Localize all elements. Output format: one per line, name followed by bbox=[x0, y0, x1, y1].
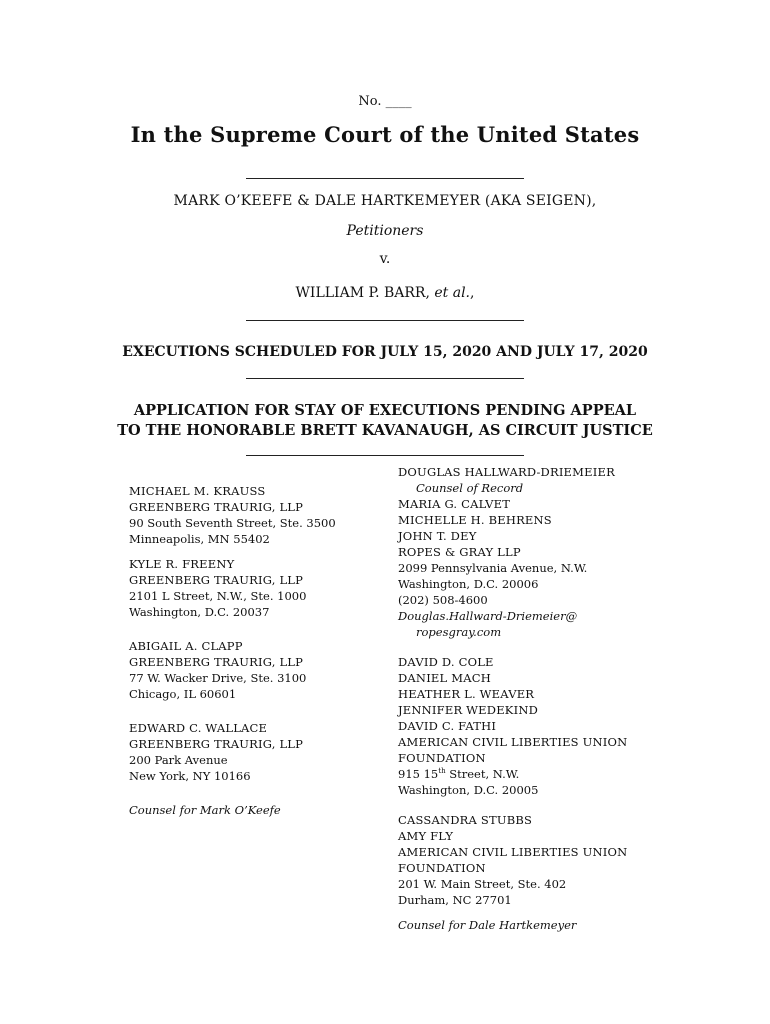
address-line: 200 Park Avenue bbox=[129, 753, 228, 767]
address-line: Washington, D.C. 20005 bbox=[398, 783, 539, 797]
attorney-name: JENNIFER WEDEKIND bbox=[398, 703, 539, 717]
counsel-block bbox=[398, 654, 698, 798]
address-line: 2101 L Street, N.W., Ste. 1000 bbox=[129, 589, 307, 603]
email-line: ropesgray.com bbox=[416, 625, 502, 639]
divider-rule bbox=[246, 320, 524, 321]
firm-name: GREENBERG TRAURIG, LLP bbox=[129, 500, 304, 514]
attorney-name: DAVID C. FATHI bbox=[398, 719, 497, 733]
counsel-block bbox=[129, 556, 369, 620]
address-superscript: th bbox=[438, 767, 446, 776]
divider-rule bbox=[246, 178, 524, 179]
attorney-name: MICHELLE H. BEHRENS bbox=[398, 513, 552, 527]
divider-rule bbox=[246, 378, 524, 379]
divider-rule bbox=[246, 455, 524, 456]
application-line-2: TO THE HONORABLE BRETT KAVANAUGH, AS CIRCUIT JUSTICE bbox=[117, 422, 653, 439]
address-line: Washington, D.C. 20037 bbox=[129, 605, 270, 619]
docket-number: No. ____ bbox=[358, 94, 412, 109]
organization-name: AMERICAN CIVIL LIBERTIES UNION FOUNDATION bbox=[398, 845, 628, 875]
application-line-1: APPLICATION FOR STAY OF EXECUTIONS PENDING APPEAL bbox=[133, 402, 637, 419]
lead-attorney-name: DOUGLAS HALLWARD-DRIEMEIER bbox=[398, 465, 615, 479]
left-counsel-column bbox=[129, 483, 369, 818]
attorney-name: MICHAEL M. KRAUSS bbox=[129, 484, 266, 498]
counsel-block bbox=[129, 638, 369, 702]
counsel-for-hartkemeyer: Counsel for Dale Hartkemeyer bbox=[398, 918, 577, 932]
address-part: Street, N.W. bbox=[445, 767, 520, 781]
respondent-line bbox=[0, 285, 770, 301]
application-title bbox=[0, 401, 770, 441]
phone-number: (202) 508-4600 bbox=[398, 593, 488, 607]
attorney-name: HEATHER L. WEAVER bbox=[398, 687, 535, 701]
firm-name: ROPES & GRAY LLP bbox=[398, 545, 521, 559]
address-line: Washington, D.C. 20006 bbox=[398, 577, 539, 591]
address-line: 90 South Seventh Street, Ste. 3500 bbox=[129, 516, 336, 530]
attorney-name: DAVID D. COLE bbox=[398, 655, 494, 669]
attorney-name: ABIGAIL A. CLAPP bbox=[129, 639, 243, 653]
address-line bbox=[398, 766, 698, 782]
address-line: New York, NY 10166 bbox=[129, 769, 251, 783]
address-line: Durham, NC 27701 bbox=[398, 893, 512, 907]
address-line: 201 W. Main Street, Ste. 402 bbox=[398, 877, 567, 891]
counsel-block bbox=[129, 483, 369, 547]
address-line: 77 W. Wacker Drive, Ste. 3100 bbox=[129, 671, 307, 685]
attorney-name: CASSANDRA STUBBS bbox=[398, 813, 533, 827]
petitioners-label: Petitioners bbox=[346, 223, 424, 239]
organization-name: AMERICAN CIVIL LIBERTIES UNION FOUNDATION bbox=[398, 735, 628, 765]
respondent-etal: et al. bbox=[434, 285, 470, 301]
counsel-block bbox=[398, 464, 698, 640]
executions-scheduled: EXECUTIONS SCHEDULED FOR JULY 15, 2020 AND JULY 17, 2020 bbox=[122, 344, 648, 360]
counsel-of-record-label: Counsel of Record bbox=[416, 481, 524, 495]
counsel-for-okeefe: Counsel for Mark O’Keefe bbox=[129, 803, 281, 817]
email-line: Douglas.Hallward-Driemeier@ bbox=[398, 609, 578, 623]
counsel-block bbox=[129, 720, 369, 784]
attorney-name: DANIEL MACH bbox=[398, 671, 491, 685]
attorney-name: JOHN T. DEY bbox=[398, 529, 477, 543]
counsel-block bbox=[398, 812, 698, 908]
respondent-name: WILLIAM P. BARR, bbox=[295, 285, 435, 301]
address-line: 2099 Pennsylvania Avenue, N.W. bbox=[398, 561, 588, 575]
firm-name: GREENBERG TRAURIG, LLP bbox=[129, 737, 304, 751]
firm-name: GREENBERG TRAURIG, LLP bbox=[129, 573, 304, 587]
attorney-name: KYLE R. FREENY bbox=[129, 557, 235, 571]
versus-label: v. bbox=[379, 251, 391, 267]
address-line: Chicago, IL 60601 bbox=[129, 687, 237, 701]
respondent-suffix: , bbox=[470, 285, 475, 301]
petitioner-names: MARK O’KEEFE & DALE HARTKEMEYER (AKA SEIGEN), bbox=[173, 193, 597, 209]
firm-name: GREENBERG TRAURIG, LLP bbox=[129, 655, 304, 669]
address-part: 915 15 bbox=[398, 767, 439, 781]
address-line: Minneapolis, MN 55402 bbox=[129, 532, 270, 546]
right-counsel-column bbox=[398, 464, 698, 933]
court-title: In the Supreme Court of the United States bbox=[130, 122, 640, 147]
attorney-name: MARIA G. CALVET bbox=[398, 497, 511, 511]
attorney-name: EDWARD C. WALLACE bbox=[129, 721, 268, 735]
attorney-name: AMY FLY bbox=[398, 829, 454, 843]
